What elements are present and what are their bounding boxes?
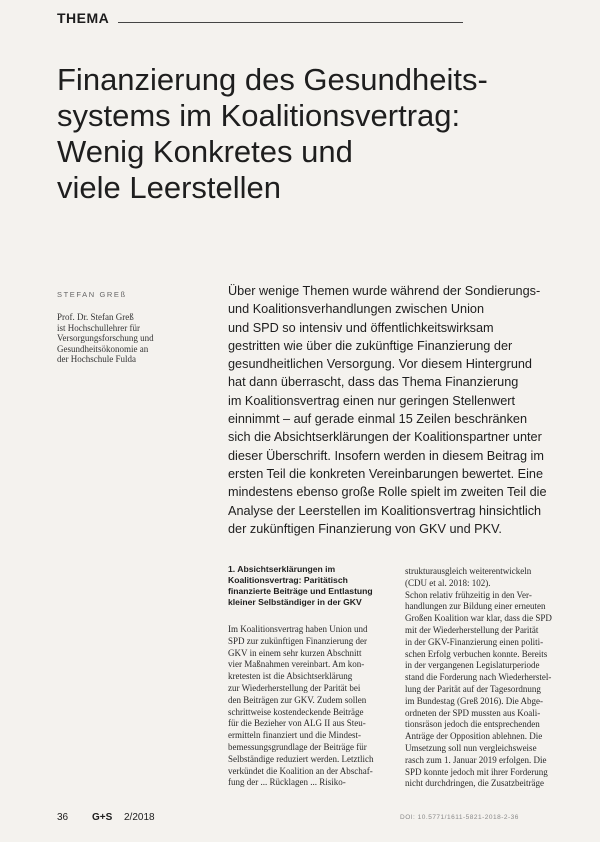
doi-reference: DOI: 10.5771/1611-5821-2018-2-36	[400, 814, 519, 821]
section-rule	[118, 22, 463, 23]
body-line: handlungen zur Bildung einer erneuten	[405, 601, 546, 612]
body-line: ordneten der SPD mussten aus Koali-	[405, 707, 541, 718]
body-line: Im Koalitionsvertrag haben Union und	[228, 624, 368, 634]
body-line: SPD konnte jedoch mit ihrer Forderung	[405, 766, 548, 777]
body-line: für die Bezieher von ALG II aus Steu-	[228, 718, 366, 729]
title-line: viele Leerstellen	[57, 170, 282, 205]
body-line: in der GKV-Finanzierung einen politi-	[405, 636, 544, 647]
article-title	[57, 62, 567, 206]
bio-line: ist Hochschullehrer für	[57, 322, 140, 333]
lead-line: im Koalitionsvertrag einen nur geringen Stellenwert	[228, 393, 516, 408]
body-line: schrittweise kostendeckende Beiträge	[228, 706, 364, 717]
body-line: tionsräson jedoch die entsprechenden	[405, 719, 540, 730]
lead-line: dieser Überschrift. Insofern werden in diesem Beitrag im	[228, 448, 544, 463]
lead-line: mindestens ebenso große Rolle spielt im zweiten Teil die	[228, 485, 547, 500]
author-name: STEFAN GREß	[57, 290, 127, 299]
lead-paragraph	[228, 282, 573, 538]
title-line: systems im Koalitionsvertrag:	[57, 98, 461, 133]
body-line: (CDU et al. 2018: 102).	[405, 577, 491, 588]
body-line: bemessungsgrundlage der Beiträge für	[228, 741, 367, 752]
body-line: Schon relativ frühzeitig in den Ver-	[405, 589, 532, 600]
body-line: SPD zur zukünftigen Finanzierung der	[228, 635, 367, 646]
body-line: Anträge der Opposition ablehnen. Die	[405, 731, 543, 742]
lead-line: und Koalitionsverhandlungen zwischen Union	[228, 302, 485, 317]
title-line: Finanzierung des Gesundheits-	[57, 62, 488, 97]
body-line: verkündet die Koalition an der Abschaf-	[228, 765, 373, 776]
body-line: in der vergangenen Legislaturperiode	[405, 660, 540, 671]
lead-line: gestritten wie über die zukünftige Finanzierung der	[228, 338, 513, 353]
body-line: GKV in einem sehr kurzen Abschnitt	[228, 647, 362, 658]
body-column-left	[228, 624, 392, 789]
lead-line: hat dann überrascht, dass das Thema Finanzierung	[228, 375, 519, 390]
lead-line: der zukünftigen Finanzierung von GKV und PKV.	[228, 521, 502, 536]
body-line: nicht durchdringen, die Zusatzbeiträge	[405, 778, 544, 789]
lead-line: sich die Absichtserklärungen der Koalitionspartner unter	[228, 430, 542, 445]
subheading-line: kleiner Selbständiger in der GKV	[228, 597, 362, 607]
body-line: kretesten ist die Absichtserklärung	[228, 671, 353, 682]
body-line: rasch zum 1. Januar 2019 erfolgen. Die	[405, 754, 547, 765]
title-line: Wenig Konkretes und	[57, 134, 353, 169]
body-line: stand die Forderung nach Wiederherstel-	[405, 672, 552, 683]
section-subheading	[228, 564, 398, 608]
subheading-line: 1. Absichtserklärungen im	[228, 564, 336, 574]
body-line: den Beiträgen zur GKV. Zudem sollen	[228, 694, 367, 705]
lead-line: und SPD so intensiv und öffentlichkeitswirksam	[228, 320, 494, 335]
body-line: Umsetzung soll nun vergleichsweise	[405, 742, 537, 753]
author-bio	[57, 312, 197, 365]
body-line: vier Maßnahmen vereinbart. Am kon-	[228, 659, 365, 670]
lead-line: Analyse der Leerstellen im Koalitionsvertrag hinsichtlich	[228, 503, 542, 518]
subheading-line: finanzierte Beiträge und Entlastung	[228, 586, 373, 596]
body-line: zur Wiederherstellung der Parität bei	[228, 682, 361, 693]
body-column-right	[405, 566, 573, 790]
body-line: Selbständige reduziert werden. Letztlich	[228, 753, 374, 764]
body-line: lung der Parität auf der Tagesordnung	[405, 683, 541, 694]
body-line: Großen Koalition war klar, dass die SPD	[405, 613, 552, 624]
lead-line: gesundheitlichen Versorgung. Vor diesem Hintergrund	[228, 357, 532, 372]
section-label: THEMA	[57, 10, 110, 26]
lead-line: einnimmt – auf gerade einmal 15 Zeilen beschränken	[228, 412, 528, 427]
body-line: mit der Wiederherstellung der Parität	[405, 624, 539, 635]
journal-issue: 2/2018	[124, 812, 155, 823]
body-line: ermitteln finanziert und die Mindest-	[228, 730, 361, 741]
lead-line: Über wenige Themen wurde während der Sondierungs-	[228, 284, 541, 298]
bio-line: Prof. Dr. Stefan Greß	[57, 312, 134, 322]
bio-line: Gesundheitsökonomie an	[57, 343, 149, 354]
subheading-line: Koalitionsvertrag: Paritätisch	[228, 575, 348, 585]
journal-name: G+S	[92, 812, 113, 823]
body-line: fung der ... Rücklagen ... Risiko-	[228, 777, 346, 788]
bio-line: Versorgungsforschung und	[57, 333, 154, 343]
lead-line: ersten Teil die konkreten Vereinbarungen bewertet. Eine	[228, 466, 544, 481]
body-line: im Bundestag (Greß 2016). Die Abge-	[405, 695, 543, 706]
bio-line: der Hochschule Fulda	[57, 354, 136, 364]
body-line: strukturausgleich weiterentwickeln	[405, 566, 532, 576]
body-line: schen Erfolg verbuchen konnte. Bereits	[405, 648, 548, 659]
page-number: 36	[57, 812, 69, 823]
